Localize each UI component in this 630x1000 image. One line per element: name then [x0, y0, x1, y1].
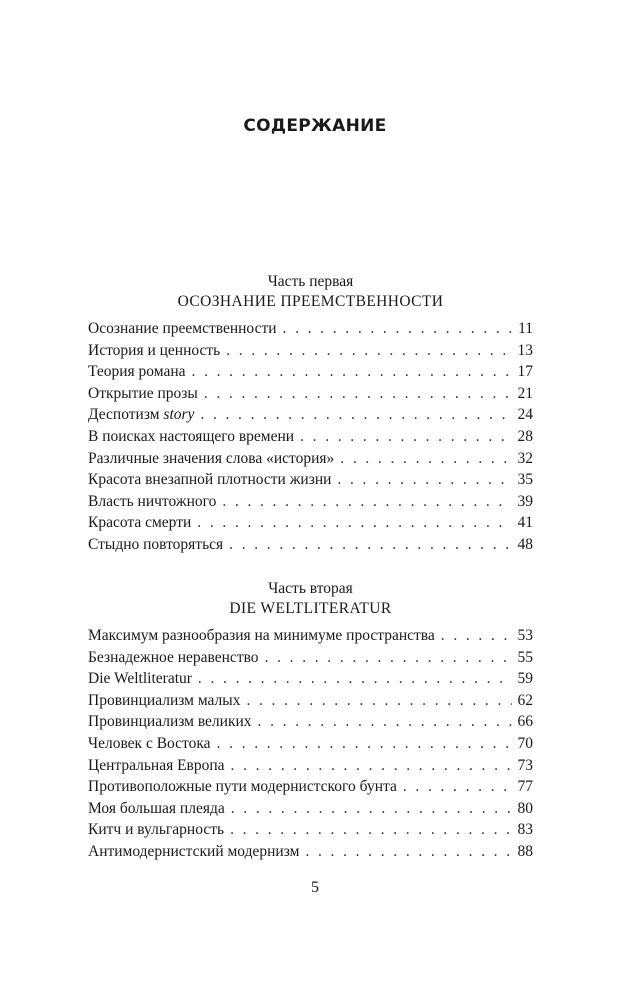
toc-entry-title: В поисках настоящего времени: [88, 427, 295, 445]
dot-leader: [246, 692, 511, 710]
toc-list: [88, 320, 533, 558]
toc-entry-title: История и ценность: [88, 341, 221, 359]
toc-entry-title: Противоположные пути модернистского бунта: [88, 778, 397, 796]
toc-entry-page: 73: [517, 756, 533, 774]
toc-entry-page: 21: [517, 384, 533, 402]
dot-leader: [340, 450, 511, 468]
dot-leader: [230, 821, 511, 839]
toc-entry: [88, 670, 533, 692]
toc-entry-page: 24: [517, 406, 533, 424]
toc-entry: [88, 471, 533, 493]
toc-entry-page: 41: [517, 514, 533, 532]
dot-leader: [222, 493, 511, 511]
dot-leader: [305, 843, 511, 861]
toc-entry-page: 11: [518, 320, 533, 337]
toc-entry: [88, 821, 533, 843]
toc-entry: [88, 800, 533, 822]
toc-entry: [88, 627, 533, 649]
dot-leader: [265, 649, 512, 667]
toc-entry: [88, 692, 533, 714]
toc-entry-title: Теория романа: [88, 363, 186, 381]
toc-entry-page: 80: [517, 799, 533, 817]
dot-leader: [204, 385, 512, 403]
toc-entry-page: 48: [517, 535, 533, 553]
page-number: 5: [311, 879, 319, 896]
toc-entry-title: Стыдно повторяться: [88, 535, 224, 553]
dot-leader: [337, 471, 511, 489]
toc-entry-title: Красота смерти: [88, 514, 192, 532]
toc-entry-title: Человек с Востока: [88, 734, 211, 752]
toc-entry-title: Провинциализм малых: [88, 691, 241, 709]
toc-entry-page: 77: [517, 778, 533, 796]
dot-leader: [300, 428, 511, 446]
dot-leader: [192, 363, 512, 381]
toc-entry-page: 39: [517, 492, 533, 510]
toc-entry: [88, 757, 533, 779]
toc-entry-page: 55: [517, 648, 533, 666]
toc-entry-title: Die Weltliteratur: [88, 670, 192, 688]
toc-entry-page: 83: [517, 821, 533, 839]
dot-leader: [217, 735, 512, 753]
dot-leader: [283, 320, 513, 338]
toc-entry-page: 17: [517, 363, 533, 381]
toc-entry: [88, 493, 533, 515]
toc-list: [88, 627, 533, 865]
dot-leader: [229, 536, 511, 554]
toc-entry-title: Осознание преемственности: [88, 320, 277, 337]
dot-leader: [231, 757, 512, 775]
toc-entry: [88, 649, 533, 671]
toc-entry-page: 32: [517, 449, 533, 467]
toc-entry-title: Центральная Европа: [88, 756, 225, 774]
toc-entry: [88, 536, 533, 558]
toc-entry-title: Максимум разнообразия на минимуме пространства: [88, 627, 435, 644]
toc-entry-title: Власть ничтожного: [88, 492, 217, 510]
toc-entry: [88, 406, 533, 428]
toc-entry: [88, 342, 533, 364]
toc-entry-page: 88: [517, 842, 533, 860]
toc-entry: [88, 514, 533, 536]
toc-entry-page: 59: [517, 670, 533, 688]
dot-leader: [198, 670, 512, 688]
dot-leader: [197, 514, 511, 532]
part-label: Часть вторая: [268, 580, 353, 597]
toc-entry-title: Безнадежное неравенство: [88, 648, 259, 666]
toc-entry-page: 70: [517, 734, 533, 752]
toc-entry: [88, 428, 533, 450]
toc-entry: [88, 713, 533, 735]
toc-entry-title: Моя большая плеяда: [88, 799, 225, 817]
dot-leader: [231, 800, 512, 818]
part-label: Часть первая: [267, 273, 354, 290]
toc-entry: [88, 778, 533, 800]
page-title: СОДЕРЖАНИЕ: [243, 116, 387, 136]
toc-entry-title: Открытие прозы: [88, 384, 198, 402]
part-name: DIE WELTLITERATUR: [229, 600, 392, 617]
dot-leader: [441, 627, 512, 645]
toc-entry-title-italic: story: [163, 406, 195, 424]
toc-entry-page: 53: [517, 627, 533, 644]
toc-entry-page: 66: [517, 713, 533, 731]
toc-entry-page: 13: [517, 341, 533, 359]
dot-leader: [403, 778, 512, 796]
toc-entry-title: Различные значения слова «история»: [88, 449, 335, 467]
toc-entry-title: Антимодернистский модернизм: [88, 842, 300, 860]
part-section: [88, 579, 533, 865]
toc-entry: [88, 320, 533, 342]
toc-entry-title: Китч и вульгарность: [88, 821, 225, 839]
toc-entry: [88, 735, 533, 757]
toc-entry-title: Деспотизм story: [88, 406, 195, 424]
toc-entry-page: 28: [517, 427, 533, 445]
dot-leader: [226, 342, 511, 360]
toc-entry: [88, 385, 533, 407]
dot-leader: [258, 713, 512, 731]
toc-entry: [88, 450, 533, 472]
dot-leader: [200, 406, 511, 424]
part-name: ОСОЗНАНИЕ ПРЕЕМСТВЕННОСТИ: [177, 293, 444, 310]
toc-entry-page: 35: [517, 471, 533, 489]
part-section: [88, 272, 533, 558]
toc-entry: [88, 843, 533, 865]
toc-entry-title: Провинциализм великих: [88, 713, 252, 731]
toc-entry-title: Красота внезапной плотности жизни: [88, 471, 332, 489]
toc-entry-page: 62: [517, 691, 533, 709]
toc-entry: [88, 363, 533, 385]
